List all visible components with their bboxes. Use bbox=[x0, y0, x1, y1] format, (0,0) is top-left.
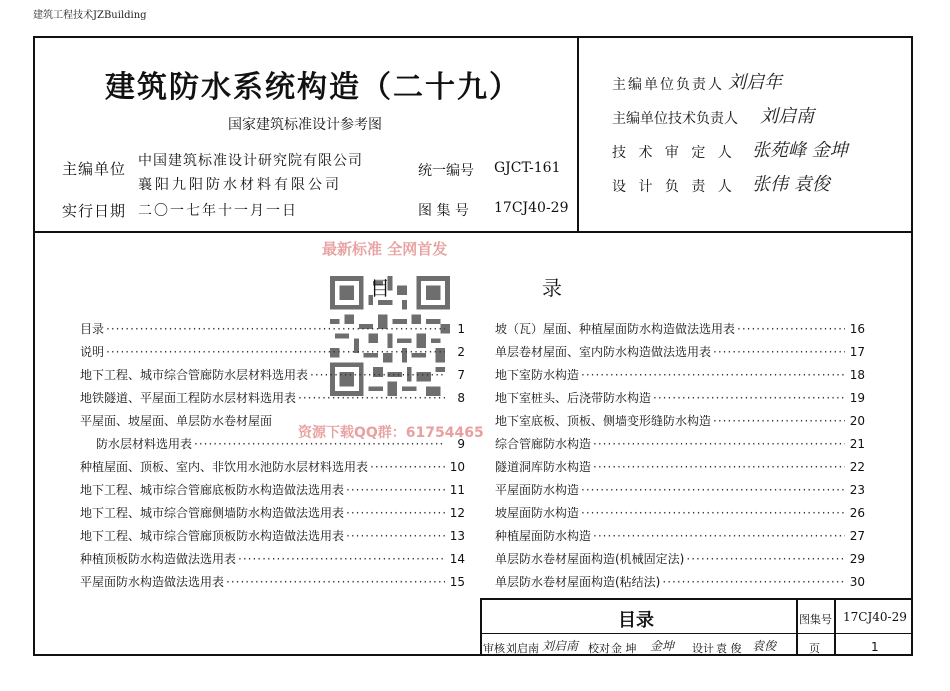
title-block-design-label: 设计 bbox=[692, 642, 714, 655]
atlas-label: 图 集 号 bbox=[418, 203, 469, 219]
toc-item: 目录 ····· 1 bbox=[80, 321, 465, 337]
date-label: 实行日期 bbox=[62, 202, 127, 220]
title-block-page-value: 1 bbox=[871, 640, 879, 654]
responsible-label-editor: 主编单位负责人 bbox=[612, 77, 724, 93]
toc-item: 地铁隧道、平屋面工程防水层材料选用表 ····· 8 bbox=[80, 390, 465, 406]
toc-item: 地下工程、城市综合管廊防水层材料选用表 ····· 7 bbox=[80, 367, 465, 383]
responsible-label-tech: 主编单位技术负责人 bbox=[612, 111, 738, 127]
toc-item: 平屋面防水构造 ····· 23 bbox=[495, 482, 865, 498]
toc-item: 单层防水卷材屋面构造(机械固定法) ····· 29 bbox=[495, 551, 865, 567]
signature-editor: 刘启年 bbox=[728, 72, 782, 93]
code-value: GJCT-161 bbox=[494, 160, 561, 176]
title-block-divider bbox=[480, 633, 913, 634]
title-block-col-divider bbox=[834, 598, 836, 656]
code-label: 统一编号 bbox=[418, 163, 474, 179]
toc-item: 单层防水卷材屋面构造(粘结法) ····· 30 bbox=[495, 574, 865, 590]
editor-label: 主编单位 bbox=[62, 160, 127, 178]
page-title: 建筑防水系统构造（二十九） bbox=[105, 70, 521, 105]
page-subtitle: 国家建筑标准设计参考图 bbox=[228, 117, 382, 133]
title-block-atlas-value: 17CJ40-29 bbox=[843, 610, 907, 624]
toc-heading-right: 录 bbox=[542, 276, 562, 300]
header-watermark: 建筑工程技术JZBuilding bbox=[33, 10, 147, 21]
toc-item: 单层卷材屋面、室内防水构造做法选用表 ····· 17 bbox=[495, 344, 865, 360]
toc-item: 地下室防水构造 ····· 18 bbox=[495, 367, 865, 383]
toc-item: 综合管廊防水构造 ····· 21 bbox=[495, 436, 865, 452]
promo-banner-top: 最新标准 全网首发 bbox=[322, 240, 448, 258]
title-block-design-signature: 袁俊 bbox=[752, 639, 777, 653]
title-block-atlas-label: 图集号 bbox=[799, 613, 832, 626]
header-divider bbox=[33, 231, 913, 233]
signature-review: 张苑峰 金坤 bbox=[752, 140, 848, 161]
title-block-check-signature: 金坤 bbox=[650, 639, 675, 653]
title-block-col-divider bbox=[796, 598, 798, 656]
toc-item: 地下室桩头、后浇带防水构造 ····· 19 bbox=[495, 390, 865, 406]
toc-item: 地下工程、城市综合管廊底板防水构造做法选用表 ····· 11 bbox=[80, 482, 465, 498]
title-block-review-signature: 刘启南 bbox=[542, 639, 579, 653]
date-value: 二〇一七年十一月一日 bbox=[138, 203, 298, 219]
atlas-value: 17CJ40-29 bbox=[494, 200, 569, 216]
title-block-check-label: 校对 bbox=[588, 642, 610, 655]
toc-item: 种植顶板防水构造做法选用表 ····· 14 bbox=[80, 551, 465, 567]
editor-org-1: 中国建筑标准设计研究院有限公司 bbox=[138, 153, 363, 169]
title-block-check-name: 金 坤 bbox=[611, 642, 637, 655]
toc-item: 防水层材料选用表 ····· 9 bbox=[96, 436, 465, 452]
responsible-label-design: 设 计 负 责 人 bbox=[612, 179, 736, 195]
toc-item: 地下工程、城市综合管廊顶板防水构造做法选用表 ····· 13 bbox=[80, 528, 465, 544]
toc-item: 说明 ····· 2 bbox=[80, 344, 465, 360]
title-block-border-top bbox=[480, 598, 913, 600]
toc-item: 隧道洞库防水构造 ····· 22 bbox=[495, 459, 865, 475]
responsible-label-review: 技 术 审 定 人 bbox=[612, 145, 736, 161]
toc-item: 地下室底板、顶板、侧墙变形缝防水构造 ····· 20 bbox=[495, 413, 865, 429]
title-block-title: 目录 bbox=[618, 610, 654, 631]
toc-item: 种植屋面、顶板、室内、非饮用水池防水层材料选用表 ····· 10 bbox=[80, 459, 465, 475]
toc-item: 坡屋面防水构造 ····· 26 bbox=[495, 505, 865, 521]
promo-banner-bottom: 资源下载QQ群：61754465 bbox=[298, 425, 484, 441]
signature-design: 张伟 袁俊 bbox=[752, 174, 830, 195]
toc-item: 平屋面防水构造做法选用表 ····· 15 bbox=[80, 574, 465, 590]
title-block-review-name: 刘启南 bbox=[506, 642, 539, 655]
header-column-divider bbox=[577, 36, 579, 232]
toc-item: 坡（瓦）屋面、种植屋面防水构造做法选用表 ····· 16 bbox=[495, 321, 865, 337]
editor-org-2: 襄阳九阳防水材料有限公司 bbox=[138, 177, 342, 193]
title-block-page-label: 页 bbox=[809, 642, 820, 655]
toc-item: 种植屋面防水构造 ····· 27 bbox=[495, 528, 865, 544]
title-block-review-label: 审核 bbox=[483, 642, 505, 655]
toc-item: 平屋面、坡屋面、单层防水卷材屋面 bbox=[80, 414, 273, 428]
toc-item: 地下工程、城市综合管廊侧墙防水构造做法选用表 ····· 12 bbox=[80, 505, 465, 521]
signature-tech: 刘启南 bbox=[760, 106, 814, 127]
title-block-design-name: 袁 俊 bbox=[716, 642, 742, 655]
title-block-border-left bbox=[480, 598, 482, 656]
toc-heading-left: 目 bbox=[370, 276, 390, 300]
